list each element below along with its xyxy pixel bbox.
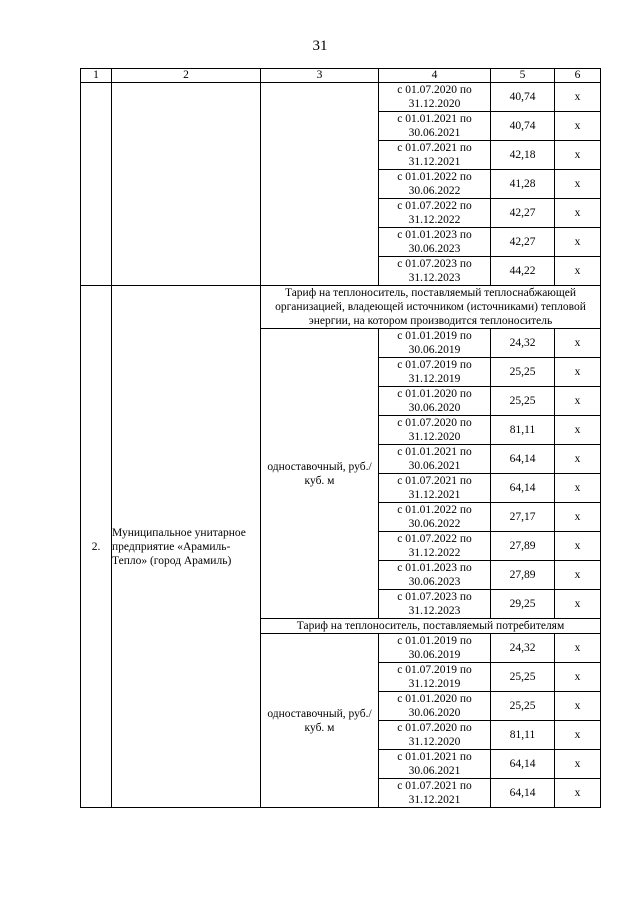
tariff-value: 81,11 [491, 721, 555, 750]
tariff-value: 40,74 [491, 112, 555, 141]
tariff-value: 25,25 [491, 692, 555, 721]
period-cell: с 01.01.2020 по 30.06.2020 [379, 692, 491, 721]
column-number-row [81, 69, 601, 83]
column-header: 3 [261, 69, 379, 83]
period-cell: с 01.07.2020 по 31.12.2020 [379, 83, 491, 112]
period-cell: с 01.07.2019 по 31.12.2019 [379, 663, 491, 692]
tariff-value: 42,27 [491, 199, 555, 228]
tariff-unit: одноставочный, руб./куб. м [261, 634, 379, 808]
tariff-value: 40,74 [491, 83, 555, 112]
period-cell: с 01.07.2019 по 31.12.2019 [379, 358, 491, 387]
extra-value: х [555, 228, 601, 257]
extra-value: х [555, 561, 601, 590]
organization-cell [112, 83, 261, 286]
tariff-type-header: Тариф на теплоноситель, поставляемый теплоснабжающей организацией, владеющей источником (источниками) тепловой энергии, на котором производится теплоноситель [261, 286, 601, 329]
tariff-value: 44,22 [491, 257, 555, 286]
period-cell: с 01.07.2022 по 31.12.2022 [379, 199, 491, 228]
page-number: 31 [312, 38, 328, 54]
tariff-value: 24,32 [491, 329, 555, 358]
period-cell: с 01.01.2020 по 30.06.2020 [379, 387, 491, 416]
extra-value: х [555, 387, 601, 416]
column-header: 5 [491, 69, 555, 83]
extra-value: х [555, 779, 601, 808]
period-cell: с 01.07.2023 по 31.12.2023 [379, 590, 491, 619]
tariff-value: 25,25 [491, 663, 555, 692]
tariff-value: 41,28 [491, 170, 555, 199]
period-cell: с 01.01.2023 по 30.06.2023 [379, 561, 491, 590]
period-cell: с 01.07.2020 по 31.12.2020 [379, 721, 491, 750]
extra-value: х [555, 416, 601, 445]
period-cell: с 01.01.2021 по 30.06.2021 [379, 112, 491, 141]
tariff-value: 64,14 [491, 750, 555, 779]
tariff-value: 27,17 [491, 503, 555, 532]
period-cell: с 01.07.2023 по 31.12.2023 [379, 257, 491, 286]
extra-value: х [555, 112, 601, 141]
extra-value: х [555, 257, 601, 286]
tariff-value: 29,25 [491, 590, 555, 619]
tariff-value: 64,14 [491, 779, 555, 808]
tariff-value: 25,25 [491, 358, 555, 387]
column-header: 1 [81, 69, 112, 83]
tariff-value: 42,27 [491, 228, 555, 257]
extra-value: х [555, 721, 601, 750]
extra-value: х [555, 170, 601, 199]
extra-value: х [555, 634, 601, 663]
period-cell: с 01.01.2023 по 30.06.2023 [379, 228, 491, 257]
extra-value: х [555, 474, 601, 503]
extra-value: х [555, 750, 601, 779]
tariff-table [80, 68, 601, 808]
period-cell: с 01.07.2022 по 31.12.2022 [379, 532, 491, 561]
tariff-value: 24,32 [491, 634, 555, 663]
column-header: 2 [112, 69, 261, 83]
tariff-value: 27,89 [491, 532, 555, 561]
column-header: 4 [379, 69, 491, 83]
tariff-value: 81,11 [491, 416, 555, 445]
tariff-value: 27,89 [491, 561, 555, 590]
tariff-type-header: Тариф на теплоноситель, поставляемый потребителям [261, 619, 601, 634]
period-cell: с 01.01.2021 по 30.06.2021 [379, 750, 491, 779]
extra-value: х [555, 445, 601, 474]
extra-value: х [555, 199, 601, 228]
section-header-row [81, 286, 601, 329]
extra-value: х [555, 141, 601, 170]
period-cell: с 01.07.2021 по 31.12.2021 [379, 779, 491, 808]
period-cell: с 01.07.2020 по 31.12.2020 [379, 416, 491, 445]
row-number: 2. [81, 286, 112, 808]
period-cell: с 01.07.2021 по 31.12.2021 [379, 141, 491, 170]
tariff-value: 64,14 [491, 445, 555, 474]
unit-cell [261, 83, 379, 286]
period-cell: с 01.07.2021 по 31.12.2021 [379, 474, 491, 503]
period-cell: с 01.01.2022 по 30.06.2022 [379, 170, 491, 199]
extra-value: х [555, 358, 601, 387]
tariff-value: 42,18 [491, 141, 555, 170]
period-cell: с 01.01.2021 по 30.06.2021 [379, 445, 491, 474]
tariff-value: 64,14 [491, 474, 555, 503]
tariff-value: 25,25 [491, 387, 555, 416]
period-cell: с 01.01.2019 по 30.06.2019 [379, 634, 491, 663]
period-cell: с 01.01.2019 по 30.06.2019 [379, 329, 491, 358]
table-row [81, 83, 601, 112]
extra-value: х [555, 329, 601, 358]
extra-value: х [555, 692, 601, 721]
extra-value: х [555, 83, 601, 112]
extra-value: х [555, 663, 601, 692]
organization-name: Муниципальное унитарное предприятие «Арамиль-Тепло» (город Арамиль) [112, 286, 261, 808]
extra-value: х [555, 590, 601, 619]
column-header: 6 [555, 69, 601, 83]
period-cell: с 01.01.2022 по 30.06.2022 [379, 503, 491, 532]
tariff-unit: одноставочный, руб./куб. м [261, 329, 379, 619]
number-cell [81, 83, 112, 286]
extra-value: х [555, 532, 601, 561]
extra-value: х [555, 503, 601, 532]
